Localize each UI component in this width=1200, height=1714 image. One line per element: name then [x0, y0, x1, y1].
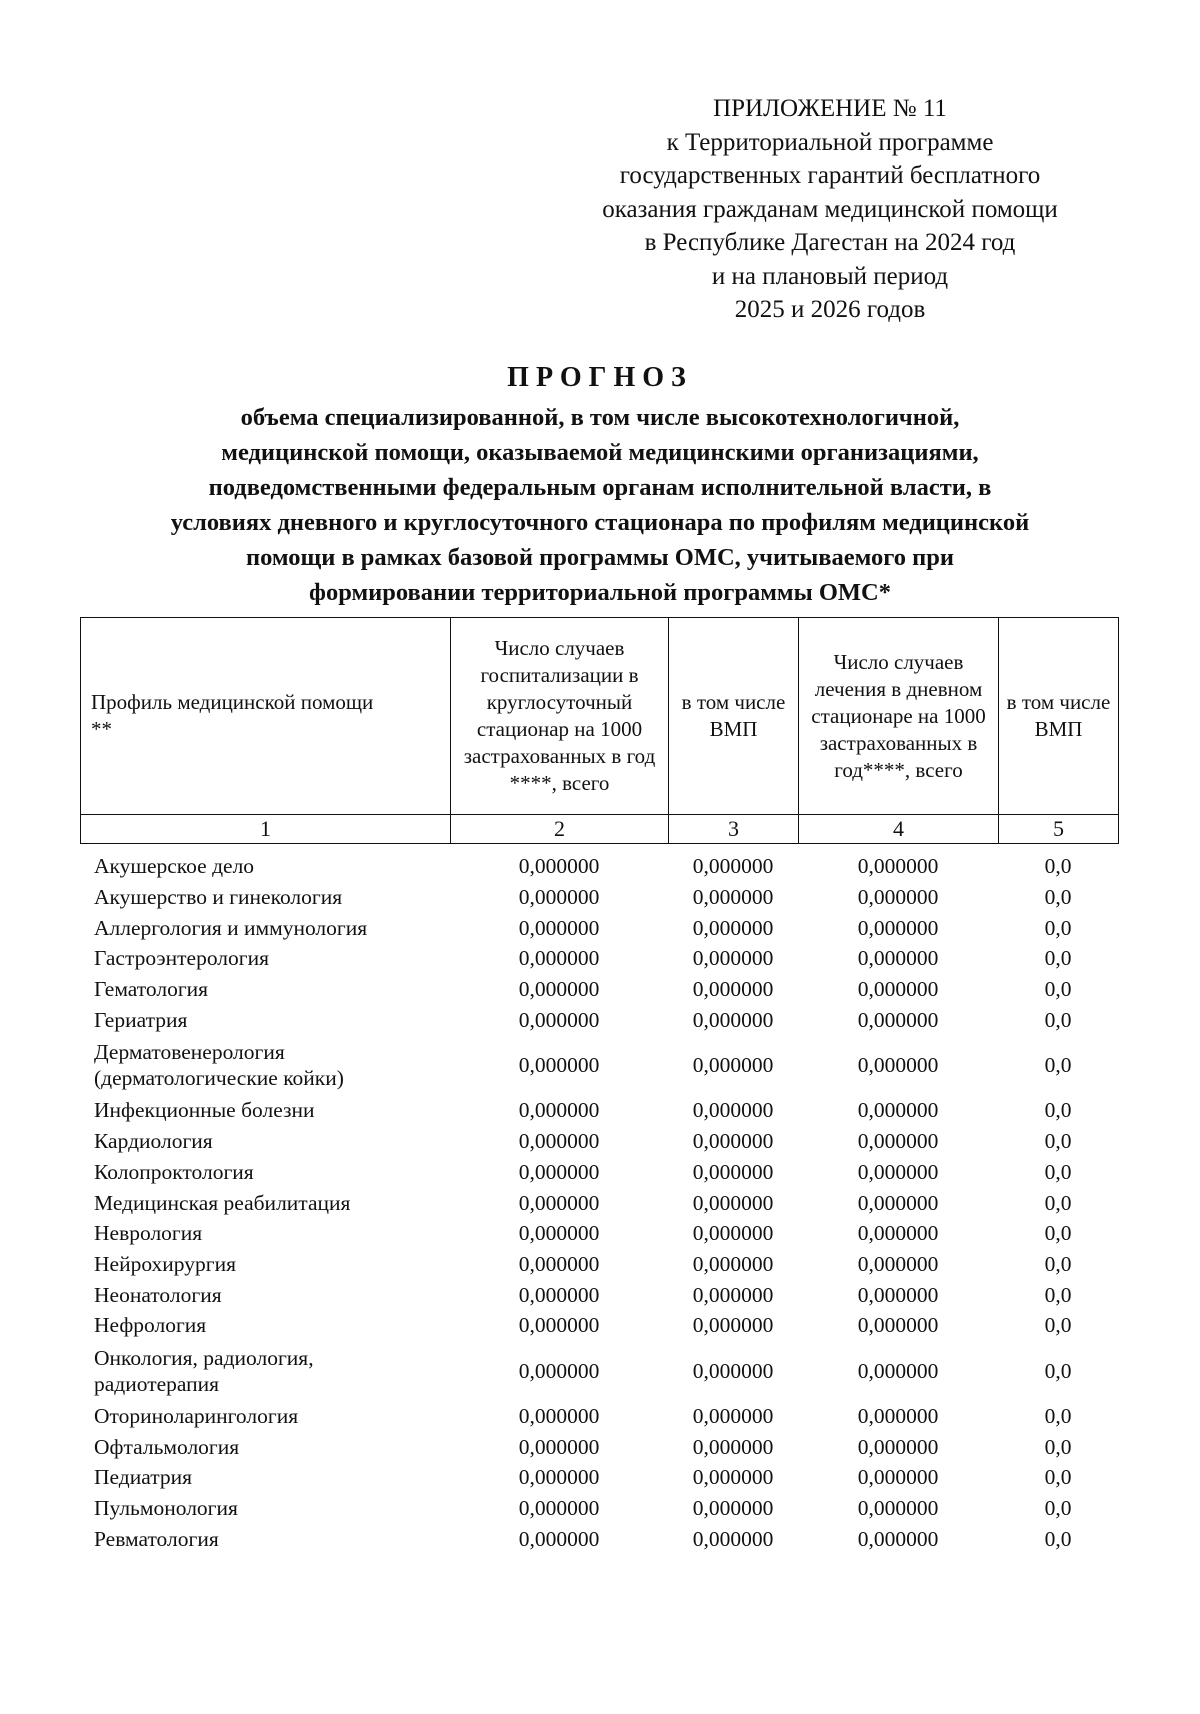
table-row: [80, 912, 1118, 943]
day-cases-value: 0,000000: [857, 1251, 939, 1276]
profile-name: Медицинская реабилитация: [94, 1190, 351, 1215]
appendix-line: 2025 и 2026 годов: [734, 296, 926, 323]
hospital-vmp-value: 0,000000: [692, 1190, 774, 1215]
column-number: 2: [451, 815, 669, 844]
table-row: [80, 882, 1118, 913]
table-row: [80, 851, 1118, 882]
profile-cell: [80, 1157, 450, 1188]
table-row: [80, 1493, 1118, 1524]
profile-name: Аллергология и иммунология: [94, 915, 368, 940]
day-vmp-value: 0,0: [1044, 1282, 1072, 1307]
day-cases-value: 0,000000: [857, 1358, 939, 1383]
day-vmp-value: 0,0: [1044, 1403, 1072, 1428]
appendix-line: в Республике Дагестан на 2024 год: [644, 229, 1016, 256]
day-cases-value: 0,000000: [857, 1159, 939, 1184]
hospital-vmp-value: 0,000000: [692, 946, 774, 971]
profile-cell: [80, 1493, 450, 1524]
hospital-vmp-value: 0,000000: [692, 1159, 774, 1184]
profile-cell: [80, 1431, 450, 1462]
column-number: 5: [999, 815, 1119, 844]
day-vmp-value: 0,0: [1044, 1434, 1072, 1459]
table-row: [80, 1462, 1118, 1493]
document-title: ПРОГНОЗ: [507, 362, 693, 393]
table-body: [80, 851, 1118, 1554]
profile-cell: [80, 1341, 450, 1401]
profile-name: Пульмонология: [94, 1496, 238, 1521]
day-cases-value: 0,000000: [857, 1526, 939, 1551]
appendix-line: оказания гражданам медицинской помощи: [602, 195, 1058, 223]
hospital-vmp-value: 0,000000: [692, 1251, 774, 1276]
profile-cell: [80, 912, 450, 943]
table-row: [80, 1431, 1118, 1462]
profile-name: Оториноларингология: [94, 1403, 299, 1428]
day-vmp-value: 0,0: [1044, 885, 1072, 910]
day-vmp-value: 0,0: [1044, 1221, 1072, 1246]
subtitle-line: помощи в рамках базовой программы ОМС, учитываемого при: [246, 544, 954, 571]
hospital-vmp-value: 0,000000: [692, 1007, 774, 1032]
profile-name: Неонатология: [94, 1282, 222, 1307]
hospital-vmp-value: 0,000000: [692, 915, 774, 940]
day-cases-value: 0,000000: [857, 1053, 939, 1078]
day-cases-value: 0,000000: [857, 946, 939, 971]
profile-name: Дерматовенерология: [94, 1040, 285, 1065]
day-cases-value: 0,000000: [857, 885, 939, 910]
profile-cell: [80, 1035, 450, 1095]
profile-cell: [80, 1218, 450, 1249]
table-row: [80, 1279, 1118, 1310]
profile-cell: [80, 1462, 450, 1493]
hospital-cases-value: 0,000000: [518, 1098, 600, 1123]
table-row: [80, 1126, 1118, 1157]
day-cases-value: 0,000000: [857, 1190, 939, 1215]
day-cases-value: 0,000000: [857, 1221, 939, 1246]
hospital-vmp-value: 0,000000: [692, 1129, 774, 1154]
day-cases-value: 0,000000: [857, 1098, 939, 1123]
profile-name: Кардиология: [94, 1129, 213, 1154]
profile-cell: [80, 1279, 450, 1310]
hospital-cases-value: 0,000000: [518, 1282, 600, 1307]
hospital-cases-value: 0,000000: [518, 854, 600, 879]
header-hospital-cases: Число случаев госпитализации в круглосуточный стационар на 1000 застрахованных в год ****, всего: [451, 618, 669, 815]
hospital-vmp-value: 0,000000: [692, 977, 774, 1002]
hospital-cases-value: 0,000000: [518, 1221, 600, 1246]
hospital-vmp-value: 0,000000: [692, 1282, 774, 1307]
hospital-cases-value: 0,000000: [518, 1129, 600, 1154]
hospital-vmp-value: 0,000000: [692, 1434, 774, 1459]
day-vmp-value: 0,0: [1044, 1098, 1072, 1123]
day-cases-value: 0,000000: [857, 1465, 939, 1490]
profile-cell: [80, 1310, 450, 1341]
profile-cell: [80, 1126, 450, 1157]
day-vmp-value: 0,0: [1044, 1251, 1072, 1276]
hospital-vmp-value: 0,000000: [692, 1313, 774, 1338]
profile-cell: [80, 1187, 450, 1218]
subtitle-line: условиях дневного и круглосуточного стационара по профилям медицинской: [170, 509, 1030, 536]
header-profile-text: Профиль медицинской помощи: [91, 690, 374, 714]
hospital-cases-value: 0,000000: [518, 1496, 600, 1521]
hospital-vmp-value: 0,000000: [692, 1221, 774, 1246]
profile-cell: [80, 851, 450, 882]
hospital-vmp-value: 0,000000: [692, 1526, 774, 1551]
day-vmp-value: 0,0: [1044, 1358, 1072, 1383]
hospital-cases-value: 0,000000: [518, 1403, 600, 1428]
appendix-line: и на плановый период: [711, 262, 949, 290]
day-vmp-value: 0,0: [1044, 1526, 1072, 1551]
hospital-cases-value: 0,000000: [518, 1159, 600, 1184]
profile-name: Гериатрия: [94, 1007, 188, 1032]
document-subtitle: [60, 400, 1140, 610]
day-vmp-value: 0,0: [1044, 854, 1072, 879]
appendix-header: [560, 92, 1100, 327]
day-cases-value: 0,000000: [857, 1007, 939, 1032]
day-vmp-value: 0,0: [1044, 977, 1072, 1002]
day-cases-value: 0,000000: [857, 1282, 939, 1307]
table-row: [80, 1523, 1118, 1554]
day-vmp-value: 0,0: [1044, 1053, 1072, 1078]
day-vmp-value: 0,0: [1044, 946, 1072, 971]
profile-name: Нефрология: [94, 1313, 207, 1338]
profile-cell: [80, 974, 450, 1005]
profile-name: Нейрохирургия: [94, 1251, 236, 1276]
profile-name: Ревматология: [94, 1526, 219, 1551]
profile-name: Инфекционные болезни: [94, 1098, 315, 1123]
hospital-vmp-value: 0,000000: [692, 885, 774, 910]
hospital-cases-value: 0,000000: [518, 1526, 600, 1551]
appendix-line: государственных гарантий бесплатного: [619, 162, 1041, 189]
profile-cell: [80, 943, 450, 974]
profile-name: Колопроктология: [94, 1159, 254, 1184]
day-cases-value: 0,000000: [857, 1403, 939, 1428]
profile-cell: [80, 1523, 450, 1554]
header-profile-mark: **: [91, 717, 112, 741]
hospital-vmp-value: 0,000000: [692, 1403, 774, 1428]
hospital-vmp-value: 0,000000: [692, 1098, 774, 1123]
table-row: [80, 1157, 1118, 1188]
profile-name: Онкология, радиология,: [94, 1345, 314, 1370]
hospital-cases-value: 0,000000: [518, 1465, 600, 1490]
table-row: [80, 1249, 1118, 1280]
table-row: [80, 1310, 1118, 1341]
day-cases-value: 0,000000: [857, 977, 939, 1002]
hospital-cases-value: 0,000000: [518, 946, 600, 971]
table-row: [80, 1218, 1118, 1249]
day-vmp-value: 0,0: [1044, 1129, 1072, 1154]
appendix-line: к Территориальной программе: [666, 128, 994, 156]
column-number: 4: [799, 815, 999, 844]
day-vmp-value: 0,0: [1044, 915, 1072, 940]
hospital-cases-value: 0,000000: [518, 1358, 600, 1383]
appendix-number: ПРИЛОЖЕНИЕ № 11: [713, 95, 947, 122]
header-day-cases: Число случаев лечения в дневном стационаре на 1000 застрахованных в год****, всего: [799, 618, 999, 815]
hospital-cases-value: 0,000000: [518, 977, 600, 1002]
table-row: [80, 1095, 1118, 1126]
day-cases-value: 0,000000: [857, 854, 939, 879]
hospital-cases-value: 0,000000: [518, 1434, 600, 1459]
hospital-cases-value: 0,000000: [518, 1007, 600, 1032]
profile-name: Гастроэнтерология: [94, 946, 269, 971]
hospital-cases-value: 0,000000: [518, 1190, 600, 1215]
subtitle-line: подведомственными федеральным органам исполнительной власти, в: [208, 474, 992, 501]
header-hospital-vmp: в том числе ВМП: [669, 618, 799, 815]
day-cases-value: 0,000000: [857, 1129, 939, 1154]
profile-name-cont: (дерматологические койки): [94, 1066, 344, 1091]
profile-cell: [80, 882, 450, 913]
profile-name: Гематология: [94, 977, 209, 1002]
table-row: [80, 1187, 1118, 1218]
hospital-cases-value: 0,000000: [518, 1313, 600, 1338]
profile-name: Педиатрия: [94, 1465, 193, 1490]
day-cases-value: 0,000000: [857, 1496, 939, 1521]
header-profile: [81, 618, 451, 815]
day-cases-value: 0,000000: [857, 915, 939, 940]
hospital-cases-value: 0,000000: [518, 885, 600, 910]
profile-name: Неврология: [94, 1221, 203, 1246]
table-header: [80, 617, 1119, 844]
day-vmp-value: 0,0: [1044, 1190, 1072, 1215]
hospital-cases-value: 0,000000: [518, 1053, 600, 1078]
hospital-vmp-value: 0,000000: [692, 854, 774, 879]
table-row: [80, 1035, 1118, 1095]
profile-cell: [80, 1004, 450, 1035]
day-vmp-value: 0,0: [1044, 1496, 1072, 1521]
day-vmp-value: 0,0: [1044, 1313, 1072, 1338]
day-cases-value: 0,000000: [857, 1313, 939, 1338]
table-row: [80, 974, 1118, 1005]
profile-name: Офтальмология: [94, 1434, 240, 1459]
hospital-vmp-value: 0,000000: [692, 1358, 774, 1383]
subtitle-line: медицинской помощи, оказываемой медицинскими организациями,: [221, 439, 979, 466]
column-number: 1: [81, 815, 451, 844]
hospital-vmp-value: 0,000000: [692, 1496, 774, 1521]
profile-cell: [80, 1401, 450, 1432]
profile-cell: [80, 1095, 450, 1126]
table-row: [80, 1341, 1118, 1401]
subtitle-line: объема специализированной, в том числе высокотехнологичной,: [240, 404, 960, 431]
day-vmp-value: 0,0: [1044, 1007, 1072, 1032]
profile-name: Акушерство и гинекология: [94, 885, 343, 910]
profile-cell: [80, 1249, 450, 1280]
hospital-vmp-value: 0,000000: [692, 1053, 774, 1078]
table-row: [80, 1004, 1118, 1035]
day-vmp-value: 0,0: [1044, 1465, 1072, 1490]
column-number: 3: [669, 815, 799, 844]
hospital-vmp-value: 0,000000: [692, 1465, 774, 1490]
profile-name: Акушерское дело: [94, 854, 255, 879]
day-cases-value: 0,000000: [857, 1434, 939, 1459]
hospital-cases-value: 0,000000: [518, 1251, 600, 1276]
day-vmp-value: 0,0: [1044, 1159, 1072, 1184]
subtitle-line: формировании территориальной программы ОМС*: [309, 579, 891, 606]
profile-name-cont: радиотерапия: [94, 1371, 220, 1396]
hospital-cases-value: 0,000000: [518, 915, 600, 940]
table-row: [80, 943, 1118, 974]
table-row: [80, 1401, 1118, 1432]
header-day-vmp: в том числе ВМП: [999, 618, 1119, 815]
